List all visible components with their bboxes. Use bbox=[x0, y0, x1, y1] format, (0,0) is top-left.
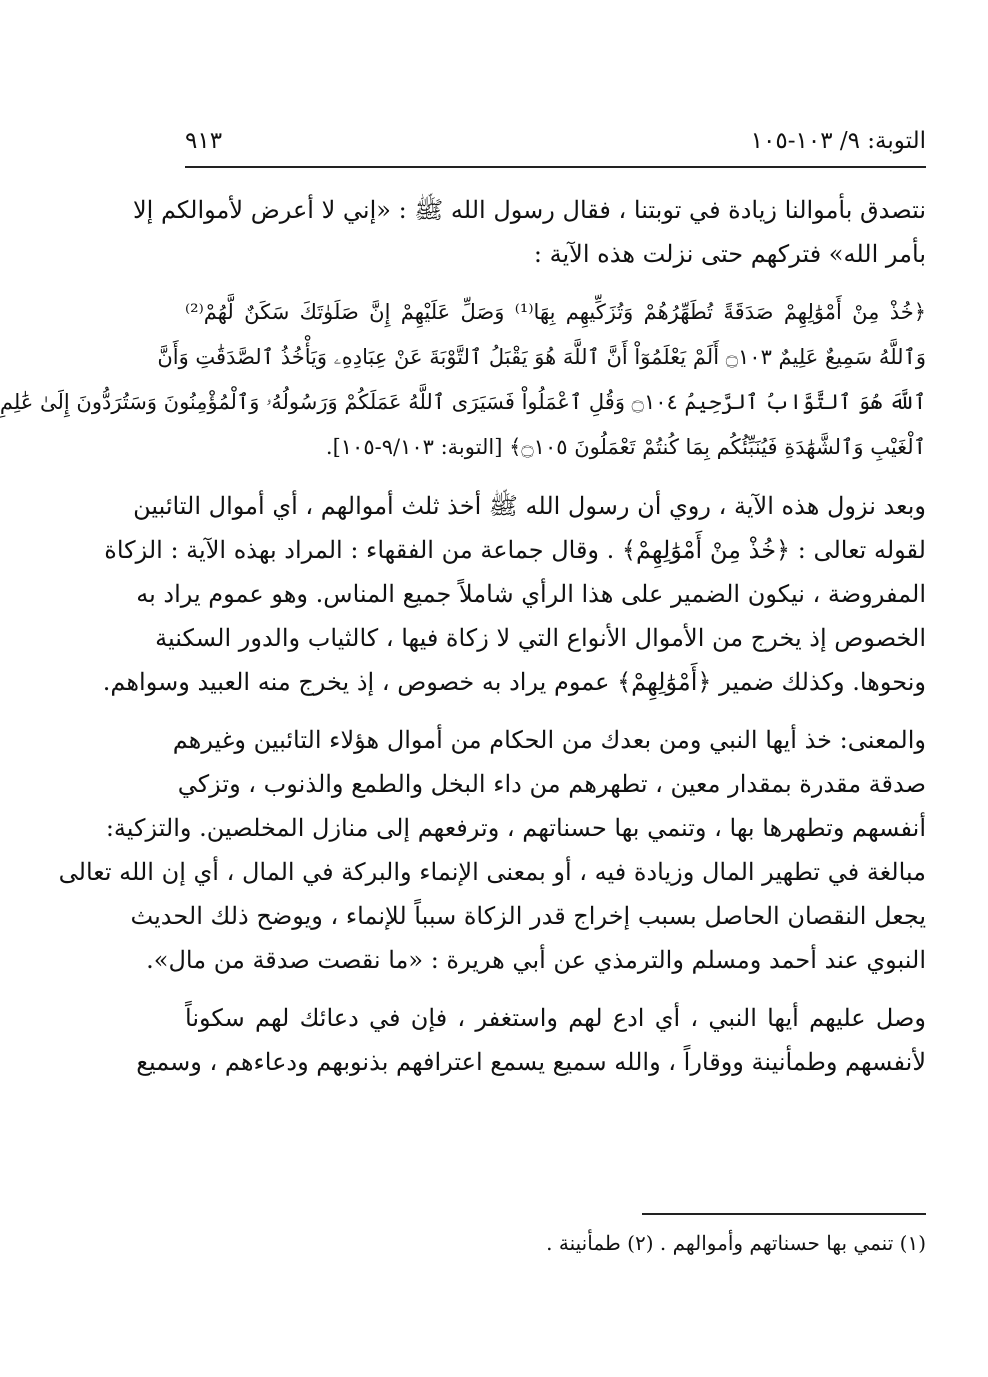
text-line: والمعنى: خذ أيها النبي ومن بعدك من الحكام من أموال هؤلاء التائبين وغيرهم bbox=[172, 726, 926, 754]
text-line: الخصوص إذ يخرج من الأموال الأنواع التي لا زكاة فيها ، كالثياب والدور السكنية bbox=[155, 624, 926, 652]
text-line: النبوي عند أحمد ومسلم والترمذي عن أبي هريرة : «ما نقصت صدقة من مال». bbox=[146, 946, 926, 974]
text-line: لقوله تعالى : ﴿خُذْ مِنْ أَمْوَٰلِهِمْ﴾ . وقال جماعة من الفقهاء : المراد بهذه الآية : الزكاة bbox=[104, 536, 926, 564]
text-line: المفروضة ، نيكون الضمير على هذا الرأي شاملاً جميع المناس. وهو عموم يراد به bbox=[136, 580, 926, 608]
page-number: ٩١٣ bbox=[185, 128, 223, 154]
verse-line: وَٱللَّهُ سَمِيعٌ عَلِيمٌ ۝١٠٣ أَلَمْ يَعْلَمُوٓاْ أَنَّ ٱللَّهَ هُوَ يَقْبَلُ ٱلتَّوْبَةَ عَنْ عِبَادِهِۦ وَيَأْخُذُ ٱلصَّدَقَٰتِ وَأَنَّ bbox=[157, 345, 926, 369]
text-line: نتصدق بأموالنا زيادة في توبتنا ، فقال رسول الله ﷺ : «إني لا أعرض لأموالكم إلا bbox=[132, 196, 926, 224]
footnote-rule bbox=[642, 1213, 926, 1215]
footnotes: (١) تنمي بها حسناتهم وأموالهم . (٢) طمأنينة . bbox=[546, 1231, 926, 1255]
text-line: لأنفسهم وطمأنينة ووقاراً ، والله سميع يسمع اعترافهم بذنوبهم ودعاءهم ، وسميع bbox=[136, 1048, 926, 1076]
paragraph-meaning bbox=[58, 718, 926, 982]
text-line: ونحوها. وكذلك ضمير ﴿أَمْوَٰلِهِمْ﴾ عموم يراد به خصوص ، إذ يخرج منه العبيد وسواهم. bbox=[102, 668, 926, 696]
running-title: التوبة: ٩/ ١٠٣-١٠٥ bbox=[750, 128, 926, 154]
verse-line: ﴿خُذْ مِنْ أَمْوَٰلِهِمْ صَدَقَةً تُطَهِّرُهُمْ وَتُزَكِّيهِم بِهَا⁽¹⁾ وَصَلِّ عَلَيْهِمْ إِنَّ صَلَوٰتَكَ سَكَنٌ لَّهُمْ⁽²⁾ bbox=[185, 300, 927, 324]
paragraph-intro bbox=[132, 188, 926, 276]
text-line: بأمر الله» فتركهم حتى نزلت هذه الآية : bbox=[533, 240, 926, 268]
text-line: وصل عليهم أيها النبي ، أي ادع لهم واستغفر ، فإن في دعائك لهم سكوناً bbox=[185, 1004, 926, 1032]
text-line: يجعل النقصان الحاصل بسبب إخراج قدر الزكاة سبباً للإنماء ، ويوضح ذلك الحديث bbox=[130, 902, 926, 930]
text-line: وبعد نزول هذه الآية ، روي أن رسول الله ﷺ أخذ ثلث أموالهم ، أي أموال التائبين bbox=[133, 492, 926, 520]
quran-verse-block bbox=[0, 290, 927, 470]
verse-line: ٱلْغَيْبِ وَٱلشَّهَٰدَةِ فَيُنَبِّئُكُم بِمَا كُنتُمْ تَعْمَلُونَ ۝١٠٥﴾ [التوبة: ٩/١٠٣-١٠٥]. bbox=[325, 435, 926, 459]
text-line: صدقة مقدرة بمقدار معين ، تطهرهم من داء البخل والطمع والذنوب ، وتزكي bbox=[177, 770, 926, 798]
page-header bbox=[185, 128, 926, 164]
main-text bbox=[0, 188, 927, 1084]
paragraph-prayer bbox=[136, 996, 926, 1084]
paragraph-after-revelation bbox=[102, 484, 926, 704]
header-rule bbox=[185, 166, 926, 168]
text-line: مبالغة في تطهير المال وزيادة فيه ، أو بمعنى الإنماء والبركة في المال ، أي إن الله تعالى bbox=[58, 858, 926, 886]
text-line: أنفسهم وتطهرها بها ، وتنمي بها حسناتهم ، وترفعهم إلى منازل المخلصين. والتزكية: bbox=[105, 814, 926, 842]
verse-line: ٱللَّهَ هُوَ ٱلتَّوَّابُ ٱلرَّحِيمُ ۝١٠٤ وَقُلِ ٱعْمَلُواْ فَسَيَرَى ٱللَّهُ عَمَلَكُمْ وَرَسُولُهُۥ وَٱلْمُؤْمِنُونَ وَسَتُرَدُّونَ إِلَىٰ عَٰلِمِ bbox=[0, 390, 926, 414]
